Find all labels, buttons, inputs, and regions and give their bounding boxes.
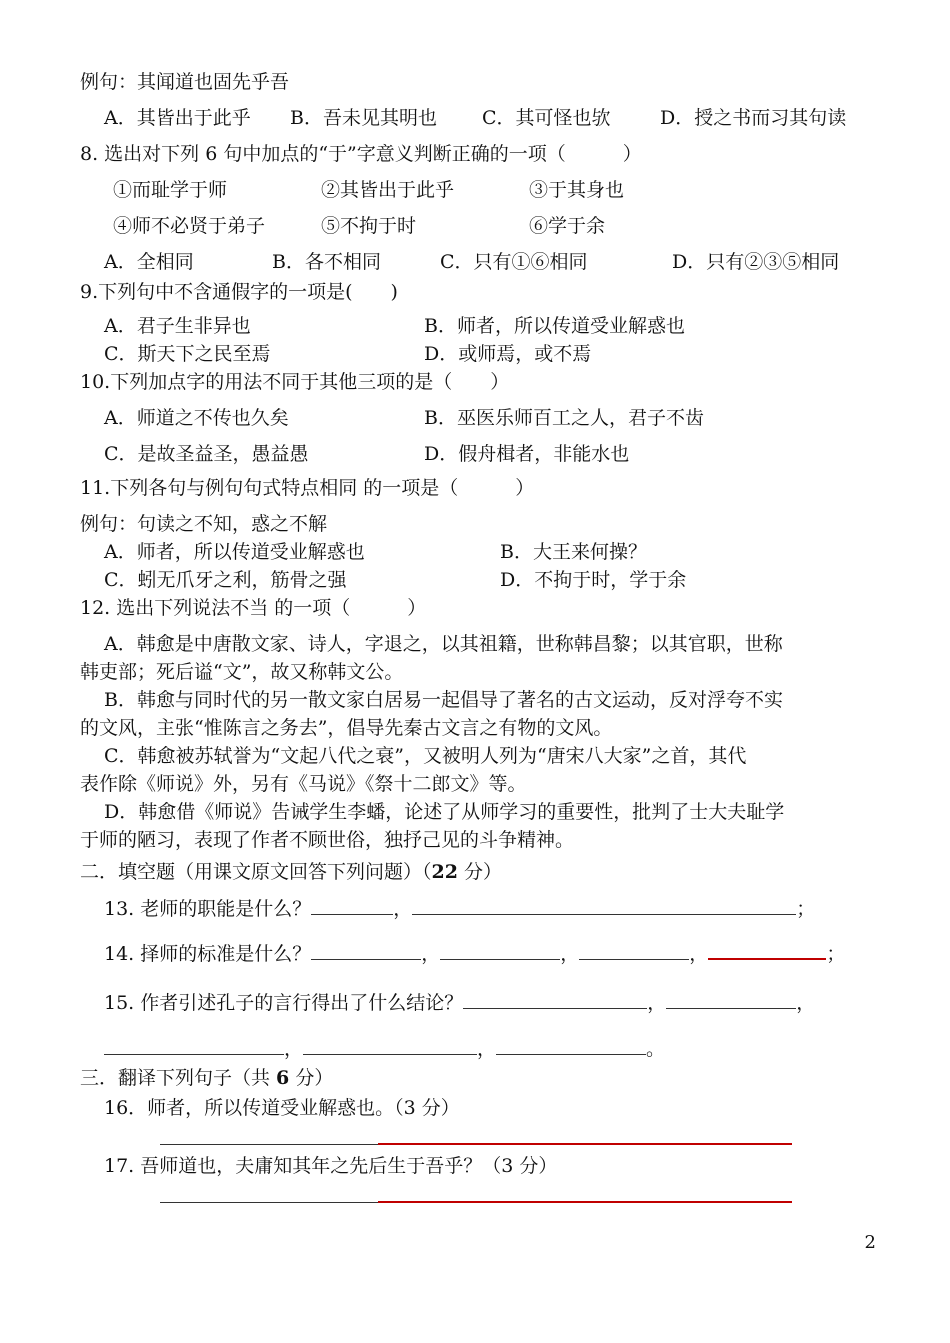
q12-option-c-line1: C．韩愈被苏轼誉为“文起八代之衰”，又被明人列为“唐宋八大家”之首，其代	[104, 745, 747, 767]
q15-continued: ， ， 。	[104, 1036, 665, 1061]
q8-item-2: ②其皆出于此乎	[321, 179, 455, 201]
q13-blank-2[interactable]	[412, 896, 796, 915]
q8-item-1: ①而耻学于师	[113, 179, 228, 201]
q11-stem: 11.下列各句与例句句式特点相同 的一项是（ ）	[80, 477, 535, 499]
q7-example	[80, 70, 289, 94]
q10-option-b: B．巫医乐师百工之人，君子不齿	[424, 407, 704, 429]
q14: 14. 择师的标准是什么？ ， ， ， ；	[104, 940, 845, 966]
q12-option-d-line2: 于师的陋习，表现了作者不顾世俗，独抒己见的斗争精神。	[80, 829, 575, 851]
q15: 15. 作者引述孔子的言行得出了什么结论？ ， ，	[104, 992, 816, 1014]
q11-option-d: D．不拘于时，学于余	[500, 569, 687, 591]
q8-option-b: B．各不相同	[272, 251, 381, 273]
q7-option-c: C．其可怪也欤	[482, 107, 611, 129]
q14-blank-4[interactable]	[708, 940, 826, 960]
section-2-heading: 二．填空题（用课文原文回答下列问题）（22 分）	[80, 861, 503, 883]
section-3-score: 6	[276, 1067, 290, 1089]
q16-answer-line-black[interactable]	[160, 1144, 378, 1145]
q9-option-b: B．师者，所以传道受业解惑也	[424, 315, 685, 337]
q15-blank-5[interactable]	[496, 1036, 646, 1055]
q17-answer-line-black[interactable]	[160, 1202, 378, 1203]
q12-option-a-line1: A．韩愈是中唐散文家、诗人，字退之，以其祖籍，世称韩昌黎；以其官职，世称	[104, 633, 783, 655]
q12-option-b-line1: B．韩愈与同时代的另一散文家白居易一起倡导了著名的古文运动，反对浮夸不实	[104, 689, 783, 711]
section-2-score: 22	[431, 861, 458, 883]
q8-option-c: C．只有①⑥相同	[440, 251, 588, 273]
q16-answer-line-red[interactable]	[378, 1143, 792, 1145]
q11-option-a: A．师者，所以传道受业解惑也	[104, 541, 365, 563]
q13-blank-1[interactable]	[311, 896, 393, 915]
q14-blank-2[interactable]	[440, 941, 560, 960]
q11-example: 例句：句读之不知，惑之不解	[80, 513, 328, 535]
q15-text: 15. 作者引述孔子的言行得出了什么结论？	[104, 992, 464, 1014]
q10-option-c: C．是故圣益圣，愚益愚	[104, 443, 309, 465]
q15-blank-3[interactable]	[104, 1036, 284, 1055]
q16: 16．师者，所以传道受业解惑也。（3 分）	[104, 1097, 460, 1119]
q17: 17. 吾师道也，夫庸知其年之先后生于吾乎？（3 分）	[104, 1155, 558, 1177]
q10-option-d: D．假舟楫者，非能水也	[424, 443, 630, 465]
q14-text: 14. 择师的标准是什么？	[104, 943, 312, 965]
q7-example-text: 其闻道也固先乎吾	[137, 71, 290, 93]
q12-option-b-line2: 的文风，主张“惟陈言之务去”，倡导先秦古文言之有物的文风。	[80, 717, 613, 739]
q7-option-a: A．其皆出于此乎	[104, 107, 251, 129]
q7-option-d: D．授之书而习其句读	[660, 107, 847, 129]
q9-option-a: A．君子生非异也	[104, 315, 251, 337]
q8-item-4: ④师不必贤于弟子	[113, 215, 266, 237]
q9-option-c: C．斯天下之民至焉	[104, 343, 271, 365]
q10-stem: 10.下列加点字的用法不同于其他三项的是（ ）	[80, 371, 510, 393]
q12-option-d-line1: D．韩愈借《师说》告诫学生李蟠，论述了从师学习的重要性，批判了士大夫耻学	[104, 801, 785, 823]
section-3-heading: 三．翻译下列句子（共 6 分）	[80, 1067, 334, 1089]
q9-stem: 9.下列句中不含通假字的一项是( )	[80, 281, 398, 303]
q7-example-label: 例句：	[80, 71, 138, 93]
q11-option-c: C．蚓无爪牙之利，筋骨之强	[104, 569, 347, 591]
q11-option-b: B．大王来何操？	[500, 541, 647, 563]
q17-answer-line-red[interactable]	[378, 1201, 792, 1203]
q10-option-a: A．师道之不传也久矣	[104, 407, 289, 429]
q7-option-b: B．吾未见其明也	[290, 107, 437, 129]
q9-option-d: D．或师焉，或不焉	[424, 343, 592, 365]
q8-item-5: ⑤不拘于时	[321, 215, 417, 237]
q8-item-3: ③于其身也	[529, 179, 625, 201]
q12-option-a-line2: 韩吏部；死后谥“文”，故又称韩文公。	[80, 661, 404, 683]
q8-item-6: ⑥学于余	[529, 215, 606, 237]
q13-text: 13. 老师的职能是什么？	[104, 898, 312, 920]
q14-blank-1[interactable]	[311, 941, 421, 960]
q15-blank-2[interactable]	[666, 990, 796, 1009]
page-number: 2	[864, 1232, 876, 1253]
q15-blank-4[interactable]	[303, 1036, 477, 1055]
q13: 13. 老师的职能是什么？ ， ；	[104, 898, 816, 920]
q12-stem: 12. 选出下列说法不当 的一项（ ）	[80, 597, 427, 619]
q15-blank-1[interactable]	[463, 990, 647, 1009]
q8-option-d: D．只有②③⑤相同	[672, 251, 840, 273]
q14-blank-3[interactable]	[579, 941, 689, 960]
q8-option-a: A．全相同	[104, 251, 194, 273]
q12-option-c-line2: 表作除《师说》外，另有《马说》《祭十二郎文》等。	[80, 773, 527, 795]
q8-stem: 8. 选出对下列 6 句中加点的“于”字意义判断正确的一项（ ）	[80, 143, 642, 165]
